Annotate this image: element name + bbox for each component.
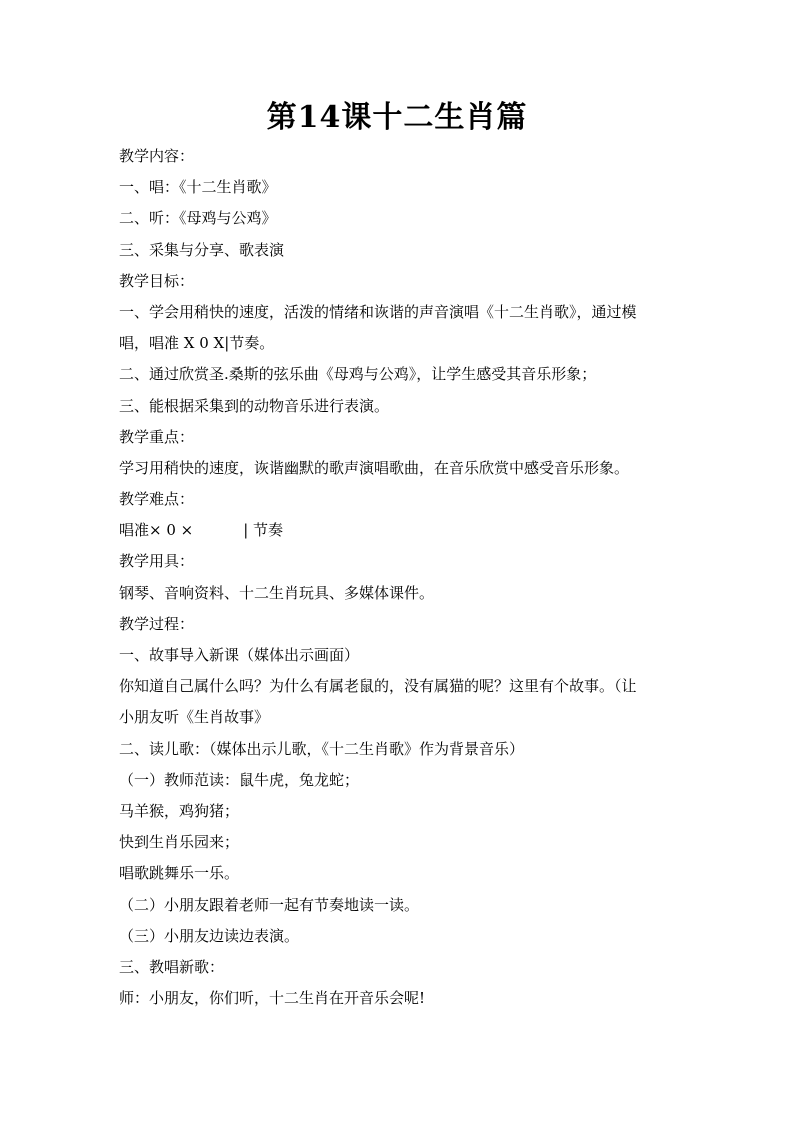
section-heading-goals: 教学目标：: [119, 271, 195, 290]
process-step-3: 三、教唱新歌：: [119, 957, 225, 976]
difficulty-rhythm-suffix: | 节奏: [243, 521, 284, 540]
rhyme-line-3: 快到生肖乐园来；: [119, 833, 240, 852]
section-heading-difficulties: 教学难点：: [119, 490, 195, 509]
process-step-2-sub-1: （一）教师范读：鼠牛虎，兔龙蛇；: [119, 770, 360, 789]
key-point-text: 学习用稍快的速度，诙谐幽默的歌声演唱歌曲，在音乐欣赏中感受音乐形象。: [119, 458, 630, 477]
section-heading-key-points: 教学重点：: [119, 427, 195, 446]
process-step-1-text-continued: 小朋友听《生肖故事》: [119, 708, 270, 727]
rhyme-line-2: 马羊猴，鸡狗猪；: [119, 801, 240, 820]
section-heading-content: 教学内容：: [119, 147, 195, 165]
document-title: 第14课十二生肖篇: [266, 100, 528, 135]
process-step-1: 一、故事导入新课（媒体出示画面）: [119, 646, 360, 664]
content-item-3: 三、采集与分享、歌表演: [119, 240, 285, 259]
process-step-3-text: 师：小朋友，你们听，十二生肖在开音乐会呢!: [119, 989, 426, 1008]
process-step-2-sub-2: （二）小朋友跟着老师一起有节奏地读一读。: [119, 895, 420, 914]
content-item-1: 一、唱：《十二生肖歌》: [119, 178, 277, 197]
document-body: [119, 141, 679, 1014]
rhyme-line-4: 唱歌跳舞乐一乐。: [119, 864, 240, 883]
difficulty-rhythm-notation: 唱准× 0 ×: [119, 521, 194, 540]
goal-item-3: 三、能根据采集到的动物音乐进行表演。: [119, 396, 390, 415]
goal-item-2: 二、通过欣赏圣.桑斯的弦乐曲《母鸡与公鸡》，让学生感受其音乐形象；: [119, 365, 597, 384]
process-step-2: 二、读儿歌：（媒体出示儿歌，《十二生肖歌》作为背景音乐）: [119, 739, 525, 758]
goal-item-1: 一、学会用稍快的速度，活泼的情绪和诙谐的声音演唱《十二生肖歌》，通过模: [119, 302, 637, 321]
section-heading-tools: 教学用具：: [119, 552, 195, 571]
process-step-2-sub-3: （三）小朋友边读边表演。: [119, 926, 300, 945]
goal-item-1-continued: 唱，唱准 X 0 X|节奏。: [119, 334, 275, 353]
difficulty-text: [119, 515, 679, 546]
process-step-1-text: 你知道自己属什么吗？为什么有属老鼠的，没有属猫的呢？这里有个故事。（让: [119, 677, 637, 696]
content-item-2: 二、听：《母鸡与公鸡》: [119, 209, 277, 228]
section-heading-process: 教学过程：: [119, 614, 195, 633]
tools-text: 钢琴、音响资料、十二生肖玩具、多媒体课件。: [119, 583, 435, 602]
